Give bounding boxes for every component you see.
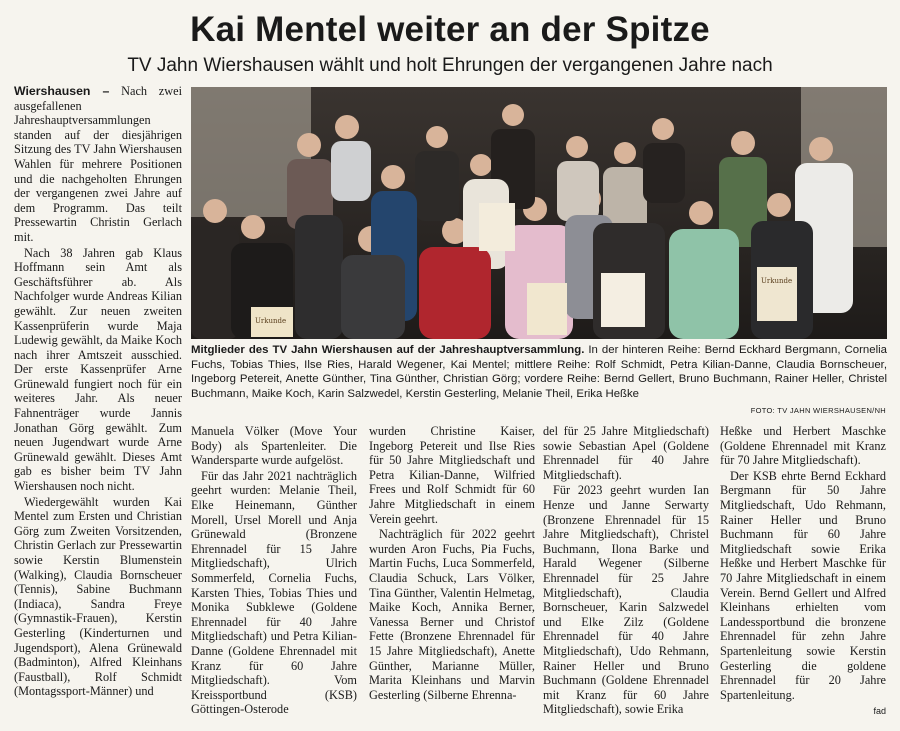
paragraph: Der KSB ehrte Bernd Eckhard Bergmann für 50 Jahre Mitgliedschaft, Udo Rehmann, Rainer Heller und Bruno Buchmann für 60 Jahre Mitgliedschaft sowie Erika Heßke und Herbert Maschke für 70 Jahre Mitgliedschaft in einem Verein. Bernd Gellert und Alfred Kleinhans erhielten vom Landessportbund die bronzene Ehrennadel für zehn Jahre Spartenleitung sowie Kerstin Gesterling die goldene Ehrennadel für 20 Jahre Spartenleitung. — [720, 468, 886, 702]
article-column-1 — [14, 84, 182, 699]
caption-text: In der hinteren Reihe: Bernd Eckhard Bergmann, Cornelia Fuchs, Tobias Thies, Ilse Ries, Harald Wegener, Kai Mentel; mittlere Reihe: Rolf Schmidt, Petra Kilian-Danne, Claudia Bornscheuer, Ingeborg Petereit, Anette Günther, Tina Günther, Christian Görg; vordere Reihe: Bernd Gellert, Bruno Buchmann, Rainer Heller, Christel Buchmann, Maike Koch, Karin Salzwedel, Kerstin Gesterling, Melanie Theil, Erika Heßke — [191, 344, 887, 400]
paragraph: wurden Christine Kaiser, Ingeborg Petereit und Ilse Ries für 50 Jahre Mitgliedschaft und Petra Kilian-Danne, Wilfried Frees und Rolf Schmidt für 60 Jahre Mitgliedschaft in einem Verein geehrt. — [369, 424, 535, 526]
subheadline: TV Jahn Wiershausen wählt und holt Ehrungen der vergangenen Jahre nach — [127, 55, 773, 76]
dateline: Wiershausen – — [14, 84, 110, 98]
article-column-5 — [720, 424, 886, 702]
paragraph: Für 2023 geehrt wurden Ian Henze und Janne Serwarty (Bronzene Ehrennadel für 15 Jahre Mitgliedschaft), Christel Buchmann, Ilona Barke und Harald Wegener (Silberne Ehrennadel für 25 Jahre Mitgliedschaft), Claudia Bornscheuer, Karin Salzwedel und Elke Zilz (Goldene Ehrennadel für 40 Jahre Mitgliedschaft), Udo Rehmann, Rainer Heller und Bruno Buchmann (Goldene Ehrennadel mit Kranz für 60 Jahre Mitgliedschaft), sowie Erika — [543, 483, 709, 717]
paragraph — [14, 84, 182, 245]
paragraph: Nach 38 Jahren gab Klaus Hoffmann sein Amt als Geschäftsführer ab. Als Nachfolger wurde Andreas Kilian gewählt. Zur neuen zweiten Kassenprüferin wurde Maja Ludewig gewählt, da Maike Koch nach ihrer Amtszeit ausschied. Der erste Kassenprüfer Arne Grünewald fungiert noch für ein weiteres Jahr. Als neuer Fahnenträger wurde Jannis Jonathan Görg gewählt. Zum neuen Jugendwart wurde Arne Grünewald gewählt. Dieses Amt gab es bisher beim TV Jahn Wiershausen noch nicht. — [14, 245, 182, 494]
paragraph-text: Nach zwei ausgefallenen Jahreshauptversammlungen standen auf der diesjährigen Sitzung des TV Jahn Wiershausen Wahlen für mehrere Positionen und die nachgeholten Ehrungen der vergangenen zwei Jahre auf dem Programm. Das teilt Pressewartin Christin Gerlach mit. — [14, 84, 183, 244]
caption-lead: Mitglieder des TV Jahn Wiershausen auf der Jahreshauptversammlung. — [191, 344, 585, 356]
paragraph: Für das Jahr 2021 nachträglich geehrt wurden: Melanie Theil, Elke Heinemann, Günther Morell, Ursel Morell und Anja Grünewald (Bronzene Ehrennadel für 15 Jahre Mitgliedschaft), Ulrich Sommerfeld, Cornelia Fuchs, Karsten Thies, Tobias Thies und Monika Subklewe (Goldene Ehrennadel für 40 Jahre Mitgliedschaft) und Petra Kilian-Danne (Goldene Ehrennadel mit Kranz für 60 Jahre Mitgliedschaft). Vom Kreissportbund (KSB) Göttingen-Osterode — [191, 468, 357, 717]
photo-credit: FOTO: TV JAHN WIERSHAUSEN/NH — [750, 406, 886, 415]
article-column-3 — [369, 424, 535, 702]
paragraph: Nachträglich für 2022 geehrt wurden Aron Fuchs, Pia Fuchs, Martin Fuchs, Luca Sommerfeld, Claudia Schuck, Lars Völker, Tina Günther, Valentin Helmetag, Maike Koch, Annika Berner, Vanessa Berner und Christof Fette (Bronzene Ehrennadel für 15 Jahre Mitgliedschaft), Anette Günther, Marianne Müller, Marita Kleinhans und Marvin Gesterling (Silberne Ehrenna- — [369, 527, 535, 702]
certificate-label: Urkunde — [255, 317, 287, 325]
paragraph: Wiedergewählt wurden Kai Mentel zum Ersten und Christian Görg zum Zweiten Vorsitzenden, Christin Gerlach zur Pressewartin sowie Kerstin Blumenstein (Walking), Claudia Bornscheuer (Tennis), Sabine Buchmann (Indiaca), Sandra Freye (Gymnastik-Frauen), Kerstin Gesterling (Kinderturnen und Jugendsport), Alena Grünewald (Badminton), Alfred Kleinhans (Faustball), Rolf Schmidt (Montagssport-Männer) und — [14, 494, 182, 699]
paragraph: Heßke und Herbert Maschke (Goldene Ehrennadel mit Kranz für 70 Jahre Mitgliedschaft). — [720, 424, 886, 468]
group-photo-illustration — [191, 87, 887, 339]
article-column-4 — [543, 424, 709, 717]
author-byline: fad — [873, 706, 886, 716]
article-column-2 — [191, 424, 357, 717]
group-photo — [191, 87, 887, 339]
photo-caption — [191, 343, 887, 401]
certificate-label: Urkunde — [761, 277, 793, 285]
paragraph: Manuela Völker (Move Your Body) als Spartenleiter. Die Wandersparte wurde aufgelöst. — [191, 424, 357, 468]
headline: Kai Mentel weiter an der Spitze — [190, 10, 710, 49]
paragraph: del für 25 Jahre Mitgliedschaft) sowie Sebastian Apel (Goldene Ehrennadel für 40 Jahre Mitgliedschaft). — [543, 424, 709, 482]
